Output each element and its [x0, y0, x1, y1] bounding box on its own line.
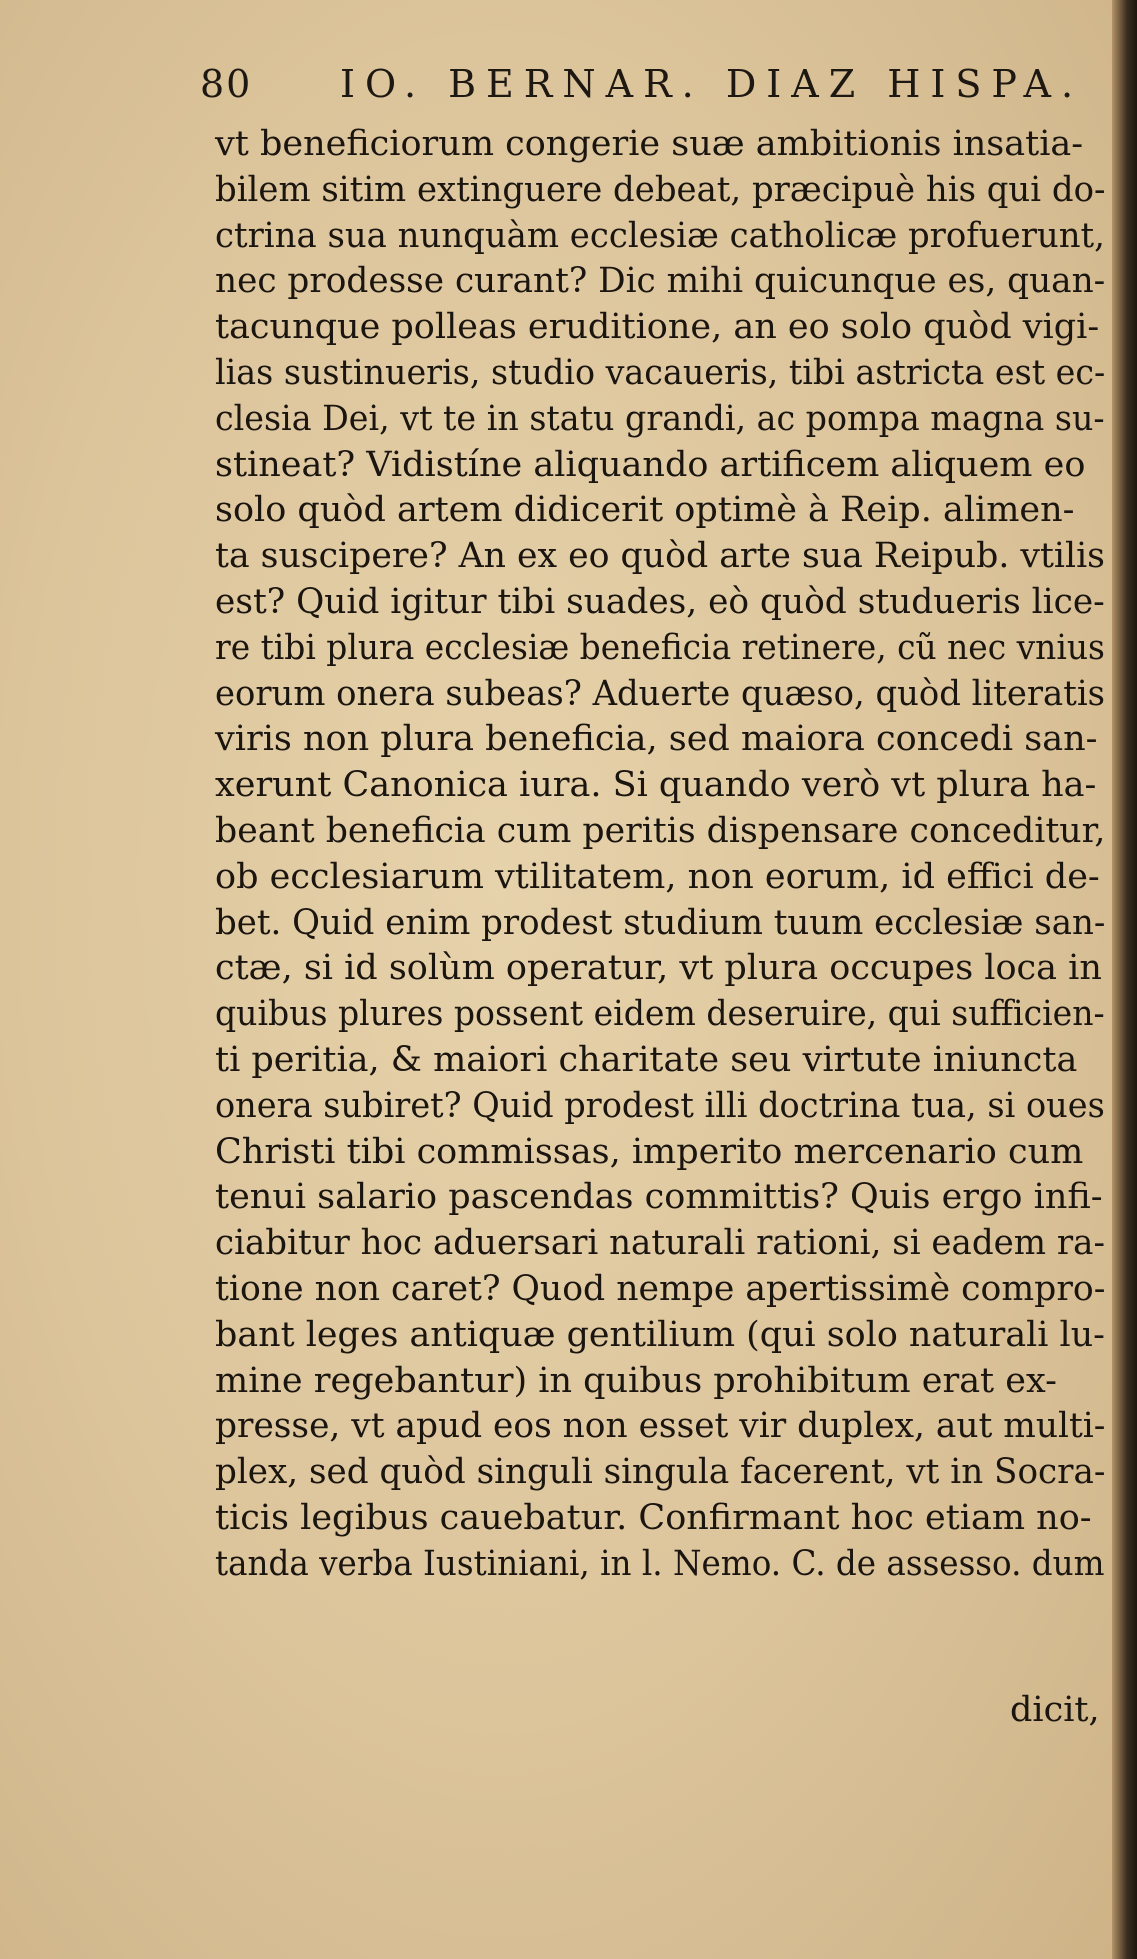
text-line: onera subiret? Quid prodest illi doctrina tua, si oues [215, 1085, 1105, 1126]
binding-gutter [1112, 0, 1137, 1959]
text-line: Christi tibi commissas, imperito mercenario cum [215, 1131, 1084, 1172]
text-line: lias sustinueris, studio vacaueris, tibi astricta est ec- [215, 352, 1106, 393]
running-head: IO. BERNAR. DIAZ HISPA. [340, 62, 1084, 106]
body-text [215, 122, 1115, 1588]
text-line: ticis legibus cauebatur. Confirmant hoc etiam no- [215, 1497, 1092, 1538]
text-line: ctrina sua nunquàm ecclesiæ catholicæ profuerunt, [215, 215, 1105, 256]
text-line: beant beneficia cum peritis dispensare conceditur, [215, 810, 1106, 851]
text-line: ob ecclesiarum vtilitatem, non eorum, id effici de- [215, 856, 1100, 897]
text-line: tenui salario pascendas committis? Quis ergo infi- [215, 1177, 1103, 1218]
text-line: tanda verba Iustiniani, in l. Nemo. C. de assesso. dum [215, 1543, 1105, 1584]
text-line: solo quòd artem didicerit optimè à Reip. alimen- [215, 490, 1075, 531]
text-line: clesia Dei, vt te in statu grandi, ac pompa magna su- [215, 398, 1105, 439]
text-line: eorum onera subeas? Aduerte quæso, quòd literatis [215, 673, 1105, 714]
text-line: vt beneficiorum congerie suæ ambitionis insatia- [215, 124, 1084, 164]
text-line: stineat? Vidistíne aliquando artificem aliquem eo [215, 444, 1086, 485]
text-line: est? Quid igitur tibi suades, eò quòd studueris lice- [215, 581, 1105, 622]
catchword: dicit, [1010, 1690, 1100, 1730]
text-line: viris non plura beneficia, sed maiora concedi san- [215, 719, 1098, 760]
text-line: quibus plures possent eidem deseruire, qui sufficien- [215, 994, 1105, 1035]
page-header [200, 62, 1084, 112]
text-line: xerunt Canonica iura. Si quando verò vt plura ha- [215, 765, 1097, 806]
text-line: bilem sitim extinguere debeat, præcipuè his qui do- [215, 169, 1106, 210]
text-line: ciabitur hoc aduersari naturali rationi, si eadem ra- [215, 1223, 1105, 1264]
text-line: tacunque polleas eruditione, an eo solo quòd vigi- [215, 307, 1100, 348]
text-line: nec prodesse curant? Dic mihi quicunque es, quan- [215, 261, 1106, 302]
text-line: re tibi plura ecclesiæ beneficia retinere, cũ nec vnius [215, 627, 1105, 668]
text-line: tione non caret? Quod nempe apertissimè compro- [215, 1268, 1106, 1309]
text-line: ti peritia, & maiori charitate seu virtute iniuncta [215, 1039, 1078, 1080]
page-number: 80 [200, 62, 253, 106]
text-line: ctæ, si id solùm operatur, vt plura occupes loca in [215, 948, 1102, 989]
text-line: bant leges antiquæ gentilium (qui solo naturali lu- [215, 1314, 1105, 1355]
text-line: plex, sed quòd singuli singula facerent, vt in Socra- [215, 1452, 1106, 1493]
text-line: mine regebantur) in quibus prohibitum erat ex- [215, 1360, 1057, 1401]
text-line: bet. Quid enim prodest studium tuum ecclesiæ san- [215, 902, 1106, 943]
text-line: presse, vt apud eos non esset vir duplex, aut multi- [215, 1406, 1106, 1447]
text-line: ta suscipere? An ex eo quòd arte sua Reipub. vtilis [215, 536, 1105, 577]
